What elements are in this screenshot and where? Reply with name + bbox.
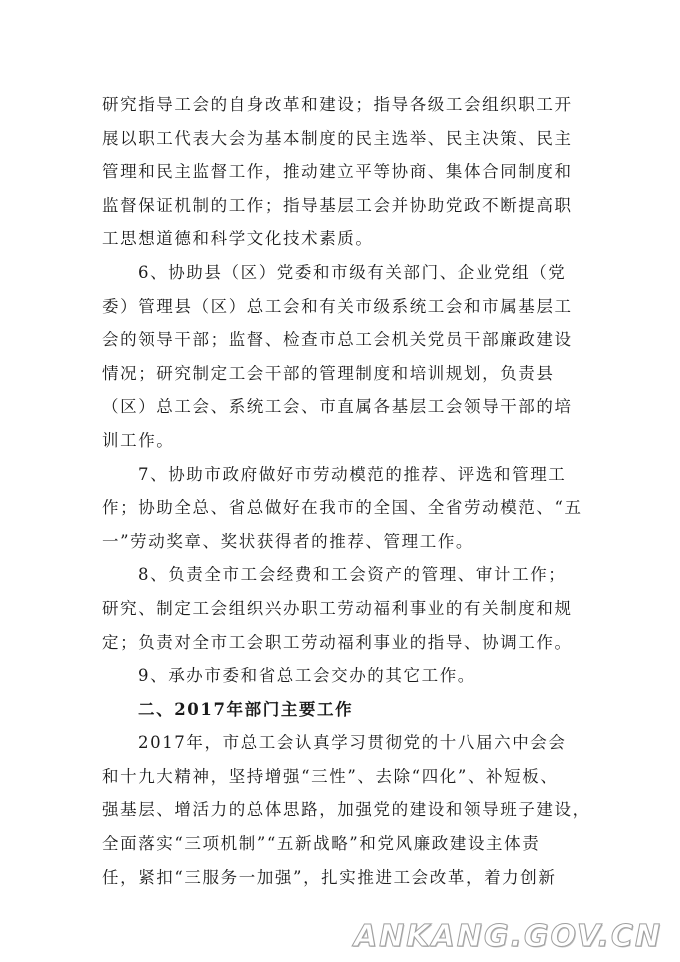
text-line: 作；协助全总、省总做好在我市的全国、全省劳动模范、“五: [102, 498, 583, 518]
text-line: 管理和民主监督工作，推动建立平等协商、集体合同制度和: [102, 162, 573, 182]
text-line: （区）总工会、系统工会、市直属各基层工会领导干部的培: [102, 397, 573, 417]
text-line: 一”劳动奖章、奖状获得者的推荐、管理工作。: [102, 531, 475, 551]
text-line: 8、负责全市工会经费和工会资产的管理、审计工作；: [138, 565, 567, 585]
text-line: 展以职工代表大会为基本制度的民主选举、民主决策、民主: [102, 128, 573, 148]
section-heading: 二、2017年部门主要工作: [138, 699, 354, 719]
text-line: 9、承办市委和省总工会交办的其它工作。: [138, 666, 476, 686]
text-line: 委）管理县（区）总工会和有关市级系统工会和市属基层工: [102, 296, 573, 316]
text-line: 全面落实“三项机制”“五新战略”和党风廉政建设主体责: [102, 834, 541, 854]
text-line: 2017年，市总工会认真学习贯彻党的十八届六中会会: [138, 733, 567, 753]
text-line: 情况；研究制定工会干部的管理制度和培训规划，负责县: [102, 363, 555, 383]
text-line: 6、协助县（区）党委和市级有关部门、企业党组（党: [138, 262, 567, 282]
text-line: 工思想道德和科学文化技术素质。: [102, 229, 374, 249]
text-line: 任，紧扣“三服务一加强”，扎实推进工会改革，着力创新: [102, 867, 557, 887]
text-line: 强基层、增活力的总体思路，加强党的建设和领导班子建设，: [102, 800, 591, 820]
text-line: 监督保证机制的工作；指导基层工会并协助党政不断提高职: [102, 195, 573, 215]
document-body: [102, 88, 591, 894]
text-line: 7、协助市政府做好市劳动模范的推荐、评选和管理工: [138, 464, 567, 484]
site-watermark: ANKANG.GOV.CN: [353, 919, 662, 954]
text-line: 研究指导工会的自身改革和建设；指导各级工会组织职工开: [102, 95, 573, 114]
text-line: 训工作。: [102, 430, 175, 450]
text-line: 研究、制定工会组织兴办职工劳动福利事业的有关制度和规: [102, 598, 573, 618]
text-line: 定；负责对全市工会职工劳动福利事业的指导、协调工作。: [102, 632, 573, 652]
text-line: 和十九大精神，坚持增强“三性”、去除“四化”、补短板、: [102, 766, 559, 786]
text-line: 会的领导干部；监督、检查市总工会机关党员干部廉政建设: [102, 330, 573, 350]
